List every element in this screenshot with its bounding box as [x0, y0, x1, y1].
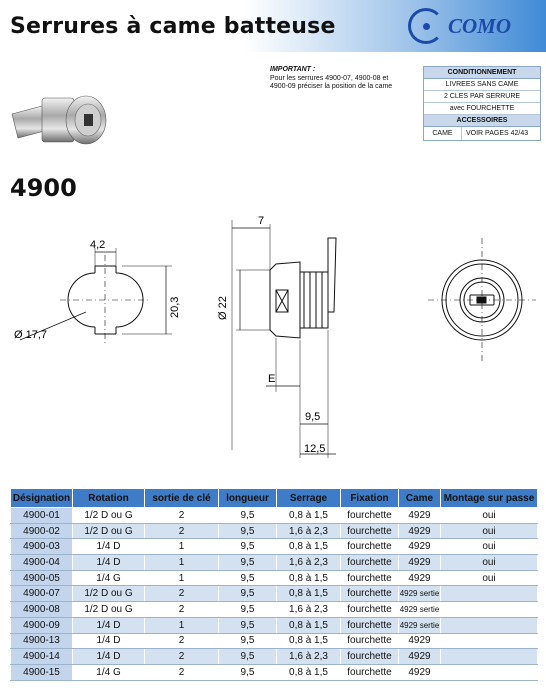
lock-product-image [8, 84, 112, 154]
cell-sortie-cle: 2 [145, 602, 219, 618]
cell-designation: 4900-13 [11, 633, 73, 649]
important-label: IMPORTANT : [270, 66, 316, 73]
brand-logo [408, 8, 538, 44]
conditionnement-heading: CONDITIONNEMENT [424, 67, 540, 79]
cell-longueur: 9,5 [219, 570, 277, 586]
cell-rotation: 1/4 G [73, 570, 145, 586]
table-row [11, 508, 538, 524]
cell-longueur: 9,5 [219, 617, 277, 633]
dim-top-offset: 7 [258, 215, 265, 227]
cell-designation: 4900-07 [11, 586, 73, 602]
table-body [11, 508, 538, 681]
cell-designation: 4900-14 [11, 649, 73, 665]
brand-name: COMO [448, 13, 512, 38]
cell-sortie-cle: 1 [145, 539, 219, 555]
dim-length-short: 9,5 [305, 411, 321, 423]
cell-montage [441, 633, 538, 649]
cell-came: 4929 [399, 508, 441, 524]
table-row [11, 649, 538, 665]
cell-fixation: fourchette [341, 555, 399, 571]
cell-sortie-cle: 2 [145, 586, 219, 602]
dim-width-top: 4,2 [90, 239, 106, 251]
cell-serrage: 0,8 à 1,5 [277, 617, 341, 633]
header-longueur: longueur [219, 489, 277, 508]
page-header [0, 0, 546, 52]
table-row [11, 602, 538, 618]
conditionnement-row: LIVREES SANS CAME [424, 79, 540, 91]
cell-designation: 4900-15 [11, 664, 73, 680]
cell-rotation: 1/2 D ou G [73, 602, 145, 618]
conditionnement-row: 2 CLES PAR SERRURE [424, 91, 540, 103]
cell-rotation: 1/4 D [73, 649, 145, 665]
cell-montage: oui [441, 555, 538, 571]
cell-designation: 4900-05 [11, 570, 73, 586]
cell-fixation: fourchette [341, 586, 399, 602]
model-number: 4900 [10, 174, 77, 202]
cell-came: 4929 sertie [399, 602, 441, 618]
dim-e-label: E [268, 373, 276, 385]
header-fixation: Fixation [341, 489, 399, 508]
cell-montage [441, 664, 538, 680]
cell-rotation: 1/2 D ou G [73, 523, 145, 539]
cell-designation: 4900-08 [11, 602, 73, 618]
cell-sortie-cle: 2 [145, 664, 219, 680]
accessoires-heading: ACCESSOIRES [424, 115, 540, 127]
cell-fixation: fourchette [341, 617, 399, 633]
technical-drawing [0, 200, 546, 470]
accessoire-row [424, 127, 540, 140]
header-rotation: Rotation [73, 489, 145, 508]
cell-serrage: 0,8 à 1,5 [277, 586, 341, 602]
cell-came: 4929 [399, 633, 441, 649]
cell-serrage: 0,8 à 1,5 [277, 633, 341, 649]
table-row [11, 555, 538, 571]
table-header-row [11, 489, 538, 508]
cell-montage [441, 602, 538, 618]
cell-serrage: 0,8 à 1,5 [277, 570, 341, 586]
dim-length-long: 12,5 [304, 443, 326, 455]
cell-fixation: fourchette [341, 570, 399, 586]
conditionnement-row: avec FOURCHETTE [424, 103, 540, 115]
rear-view [428, 238, 536, 362]
table-row [11, 617, 538, 633]
cell-fixation: fourchette [341, 508, 399, 524]
conditionnement-box [423, 66, 541, 141]
cell-serrage: 0,8 à 1,5 [277, 508, 341, 524]
table-row [11, 539, 538, 555]
cell-montage: oui [441, 508, 538, 524]
cell-came: 4929 [399, 664, 441, 680]
cell-rotation: 1/2 D ou G [73, 586, 145, 602]
cell-sortie-cle: 2 [145, 523, 219, 539]
spec-table [10, 488, 538, 681]
cell-montage [441, 586, 538, 602]
cell-fixation: fourchette [341, 539, 399, 555]
cell-montage [441, 649, 538, 665]
cell-fixation: fourchette [341, 633, 399, 649]
cell-longueur: 9,5 [219, 508, 277, 524]
cell-serrage: 0,8 à 1,5 [277, 539, 341, 555]
cell-designation: 4900-02 [11, 523, 73, 539]
header-designation: Désignation [11, 489, 73, 508]
cell-sortie-cle: 1 [145, 555, 219, 571]
table-row [11, 586, 538, 602]
cell-came: 4929 [399, 555, 441, 571]
cell-designation: 4900-03 [11, 539, 73, 555]
cell-montage: oui [441, 570, 538, 586]
cell-montage [441, 617, 538, 633]
cell-came: 4929 [399, 570, 441, 586]
cell-serrage: 1,6 à 2,3 [277, 649, 341, 665]
cell-montage: oui [441, 539, 538, 555]
cell-fixation: fourchette [341, 649, 399, 665]
accessoire-item: CAME [424, 127, 462, 140]
cell-fixation: fourchette [341, 664, 399, 680]
important-text: Pour les serrures 4900-07, 4900-08 et 4900-09 préciser la position de la came [270, 74, 393, 90]
table-row [11, 523, 538, 539]
header-sortie-cle: sortie de clé [145, 489, 219, 508]
cell-sortie-cle: 1 [145, 617, 219, 633]
cell-longueur: 9,5 [219, 555, 277, 571]
cell-serrage: 1,6 à 2,3 [277, 523, 341, 539]
cell-came: 4929 sertie [399, 586, 441, 602]
brand-logo-icon [408, 8, 444, 44]
dim-height-side: 20,3 [169, 296, 181, 318]
header-serrage: Serrage [277, 489, 341, 508]
cell-fixation: fourchette [341, 602, 399, 618]
cell-came: 4929 [399, 523, 441, 539]
dim-diameter-hole: Ø 17,7 [14, 329, 48, 341]
cell-serrage: 1,6 à 2,3 [277, 555, 341, 571]
cell-sortie-cle: 2 [145, 649, 219, 665]
cell-rotation: 1/4 D [73, 539, 145, 555]
dim-diameter-body: Ø 22 [217, 296, 229, 320]
cell-rotation: 1/4 D [73, 555, 145, 571]
cell-sortie-cle: 2 [145, 508, 219, 524]
cell-sortie-cle: 1 [145, 570, 219, 586]
cell-longueur: 9,5 [219, 523, 277, 539]
cell-designation: 4900-09 [11, 617, 73, 633]
page-title: Serrures à came batteuse [10, 14, 336, 39]
cell-rotation: 1/4 D [73, 633, 145, 649]
cell-longueur: 9,5 [219, 586, 277, 602]
header-came: Came [399, 489, 441, 508]
table-row [11, 633, 538, 649]
cell-designation: 4900-04 [11, 555, 73, 571]
cell-came: 4929 [399, 649, 441, 665]
cell-longueur: 9,5 [219, 633, 277, 649]
important-note [270, 66, 404, 92]
table-row [11, 570, 538, 586]
cell-longueur: 9,5 [219, 539, 277, 555]
cell-designation: 4900-01 [11, 508, 73, 524]
cell-sortie-cle: 2 [145, 633, 219, 649]
cell-fixation: fourchette [341, 523, 399, 539]
cell-serrage: 1,6 à 2,3 [277, 602, 341, 618]
accessoire-ref: VOIR PAGES 42/43 [466, 130, 529, 137]
header-montage: Montage sur passe [441, 489, 538, 508]
cell-montage: oui [441, 523, 538, 539]
side-view [232, 220, 336, 458]
cell-came: 4929 [399, 539, 441, 555]
table-row [11, 664, 538, 680]
cell-rotation: 1/2 D ou G [73, 508, 145, 524]
cell-longueur: 9,5 [219, 664, 277, 680]
cell-serrage: 0,8 à 1,5 [277, 664, 341, 680]
cell-rotation: 1/4 G [73, 664, 145, 680]
cell-longueur: 9,5 [219, 602, 277, 618]
cell-longueur: 9,5 [219, 649, 277, 665]
cell-rotation: 1/4 D [73, 617, 145, 633]
cell-came: 4929 sertie [399, 617, 441, 633]
